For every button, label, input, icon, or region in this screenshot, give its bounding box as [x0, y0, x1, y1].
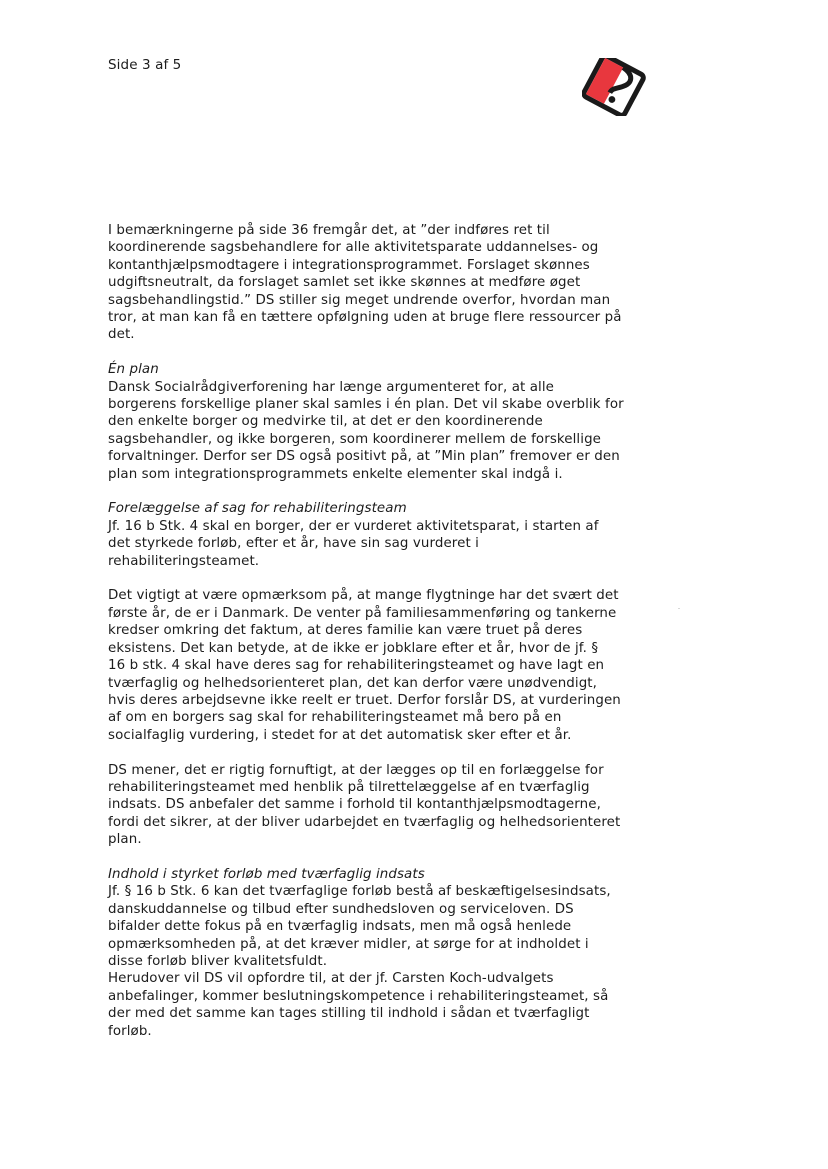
text-line: rehabiliteringsteamet.	[108, 553, 260, 569]
paragraph-koordinerende-sagsbehandlere	[108, 222, 628, 344]
scan-speck	[678, 608, 680, 609]
text-line: Det vigtigt at være opmærksom på, at mange flygtninge har det svært det	[108, 588, 619, 604]
text-line: Dansk Socialrådgiverforening har længe argumenteret for, at alle	[108, 379, 555, 395]
text-line: forløb.	[108, 1023, 152, 1039]
text-line: udgiftsneutralt, da forslaget samlet set ikke skønnes at medføre øget	[108, 275, 581, 291]
text-line: det.	[108, 327, 135, 343]
text-line: rehabiliteringsteamet med henblik på tilrettelæggelse af en tværfaglig	[108, 779, 590, 795]
text-line: Jf. 16 b Stk. 4 skal en borger, der er vurderet aktivitetsparat, i starten af	[108, 518, 599, 534]
letter-body	[108, 222, 628, 1040]
section-en-plan	[108, 361, 628, 483]
text-line: fordi det sikrer, at der bliver udarbejdet en tværfaglig og helhedsorienteret	[108, 814, 621, 830]
text-line: første år, de er i Danmark. De venter på familiesammenføring og tankerne	[108, 605, 617, 621]
text-line: DS mener, det er rigtig fornuftigt, at der lægges op til en forlæggelse for	[108, 762, 604, 778]
text-line: I bemærkningerne på side 36 fremgår det, at ”der indføres ret til	[108, 223, 550, 238]
text-line: danskuddannelse og tilbud efter sundhedsloven og serviceloven. DS	[108, 901, 574, 917]
section-indhold	[108, 866, 628, 1040]
text-line: tror, at man kan få en tættere opfølgning uden at bruge flere ressourcer på	[108, 310, 622, 326]
paragraph-flygtninge	[108, 587, 628, 744]
text-line: den enkelte borger og medvirke til, at det er den koordinerende	[108, 414, 543, 430]
section-heading: Forelæggelse af sag for rehabiliteringsteam	[108, 501, 407, 517]
text-line: indsats. DS anbefaler det samme i forhold til kontanthjælpsmodtagerne,	[108, 797, 601, 813]
section-heading: Indhold i styrket forløb med tværfaglig indsats	[108, 866, 425, 882]
text-line: hvis deres arbejdsevne ikke reelt er truet. Derfor forslår DS, at vurderingen	[108, 692, 621, 708]
text-line: forvaltninger. Derfor ser DS også positivt på, at ”Min plan” fremover er den	[108, 449, 620, 465]
text-line: eksistens. Det kan betyde, at de ikke er jobklare efter et år, hvor de jf. §	[108, 640, 599, 656]
paragraph-ds-mener	[108, 762, 628, 849]
text-line: plan som integrationsprogrammets enkelte elementer skal indgå i.	[108, 466, 563, 482]
text-line: disse forløb bliver kvalitetsfuldt.	[108, 953, 328, 969]
section-forelaeggelse	[108, 500, 628, 570]
text-line: koordinerende sagsbehandlere for alle aktivitetsparate uddannelses- og	[108, 240, 599, 256]
organization-logo-icon	[582, 58, 646, 116]
text-line: Jf. § 16 b Stk. 6 kan det tværfaglige forløb bestå af beskæftigelsesindsats,	[108, 884, 611, 900]
text-line: 16 b stk. 4 skal have deres sag for rehabiliteringsteamet og have lagt en	[108, 658, 605, 674]
text-line: kredser omkring det faktum, at deres familie kan være truet på deres	[108, 623, 583, 639]
text-line: kontanthjælpsmodtagere i integrationsprogrammet. Forslaget skønnes	[108, 257, 590, 273]
text-line: det styrkede forløb, efter et år, have sin sag vurderet i	[108, 536, 479, 552]
section-heading: Én plan	[108, 362, 159, 378]
text-line: socialfaglig vurdering, i stedet for at det automatisk sker efter et år.	[108, 727, 572, 743]
text-line: sagsbehandlingstid.” DS stiller sig meget undrende overfor, hvordan man	[108, 292, 611, 308]
text-line: opmærksomheden på, at det kræver midler, at sørge for at indholdet i	[108, 936, 589, 952]
text-line: af om en borgers sag skal for rehabiliteringsteamet må bero på en	[108, 710, 562, 726]
text-line: borgerens forskellige planer skal samles i én plan. Det vil skabe overblik for	[108, 397, 624, 413]
text-line: plan.	[108, 832, 142, 848]
text-line: anbefalinger, kommer beslutningskompetence i rehabiliteringsteamet, så	[108, 988, 609, 1004]
page-number: Side 3 af 5	[108, 57, 182, 73]
text-line: der med det samme kan tages stilling til indhold i sådan et tværfagligt	[108, 1006, 590, 1022]
text-line: bifalder dette fokus på en tværfaglig indsats, men må også henlede	[108, 919, 572, 935]
text-line: Herudover vil DS vil opfordre til, at der jf. Carsten Koch-udvalgets	[108, 971, 554, 987]
text-line: sagsbehandler, og ikke borgeren, som koordinerer mellem de forskellige	[108, 431, 602, 447]
text-line: tværfaglig og helhedsorienteret plan, det kan derfor være unødvendigt,	[108, 675, 598, 691]
